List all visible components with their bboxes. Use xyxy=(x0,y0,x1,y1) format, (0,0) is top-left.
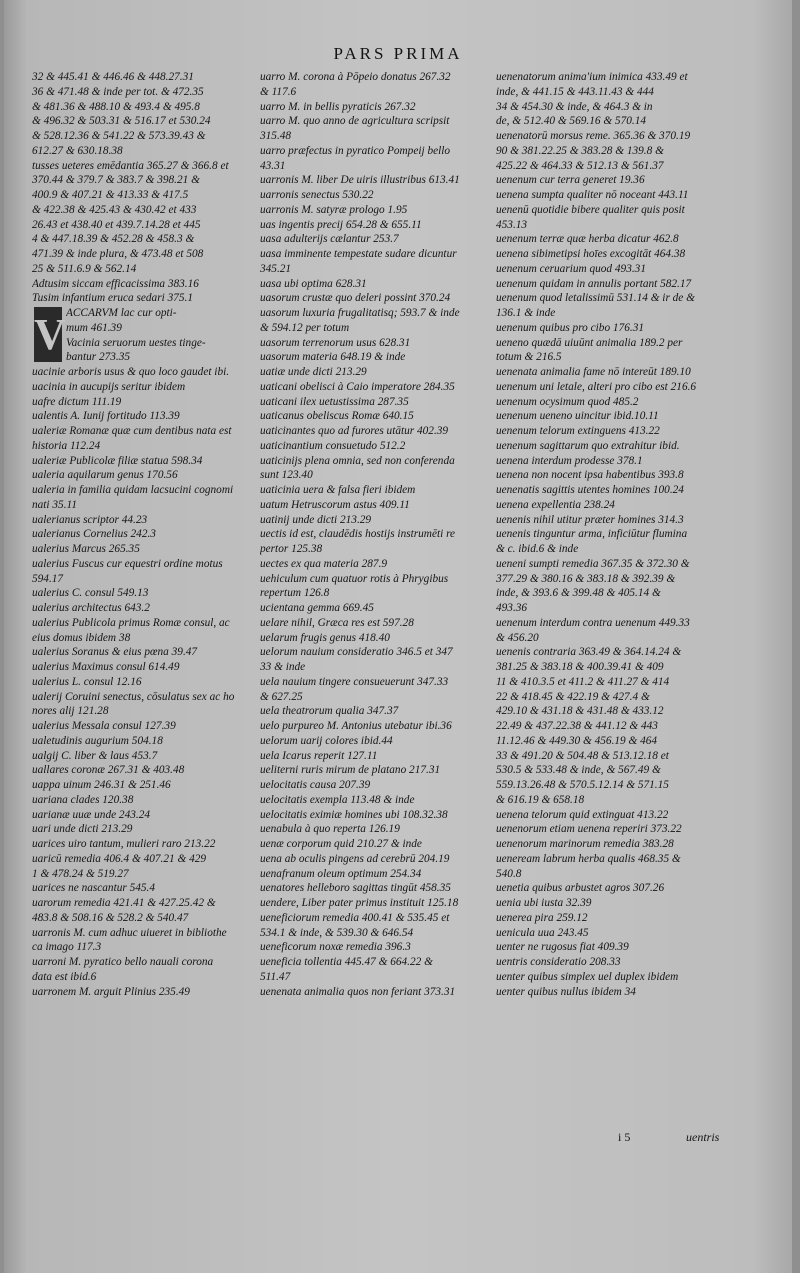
index-entry-line: ualerius L. consul 12.16 xyxy=(32,675,142,688)
index-entry-line: 559.13.26.48 & 570.5.12.14 & 571.15 xyxy=(496,779,669,791)
index-entry-line: uarronis senectus 530.22 xyxy=(260,189,374,201)
index-entry-line: mum 461.39 xyxy=(66,321,122,334)
index-entry-line: ualerius Marcus 265.35 xyxy=(32,543,140,555)
index-entry-line: ualeriæ Publicolæ filiæ statua 598.34 xyxy=(32,454,203,467)
index-entry-line: 32 & 445.41 & 446.46 & 448.27.31 xyxy=(32,71,194,83)
index-entry-line: uenenorum marinorum remedia 383.28 xyxy=(496,838,674,850)
index-entry-line: uenenis nihil utitur præter homines 314.3 xyxy=(496,513,684,526)
index-entry-line: 11 & 410.3.5 et 411.2 & 411.27 & 414 xyxy=(496,675,670,688)
index-entry-line: uenena non nocent ipsa habentibus 393.8 xyxy=(496,469,684,482)
index-entry-line: uenenum cur terra generet 19.36 xyxy=(496,174,645,187)
index-entry-line: uenenum sagittarum quo extrahitur ibid. xyxy=(496,439,680,452)
index-entry-line: uasorum materia 648.19 & inde xyxy=(260,351,406,364)
index-entry-line: uari unde dicti 213.29 xyxy=(32,823,133,836)
index-entry-line: 381.25 & 383.18 & 400.39.41 & 409 xyxy=(496,661,664,673)
index-entry-line: uasorum luxuria frugalitatisq; 593.7 & inde xyxy=(260,307,460,319)
index-entry-line: uenter ne rugosus fiat 409.39 xyxy=(496,941,629,954)
index-entry-line: uelarum frugis genus 418.40 xyxy=(260,631,390,644)
index-entry-line: uasorum terrenorum usus 628.31 xyxy=(260,336,411,349)
index-column-1 xyxy=(32,70,270,999)
index-entry-line: 612.27 & 630.18.38 xyxy=(32,144,123,157)
index-entry-line: ualetudinis augurium 504.18 xyxy=(32,734,163,747)
index-entry-line: 25 & 511.6.9 & 562.14 xyxy=(32,262,137,275)
index-entry-line: ualerius C. consul 549.13 xyxy=(32,587,149,600)
index-entry-line: uasorum crustæ quo deleri possint 370.24 xyxy=(260,292,451,305)
index-entry-line: uacinia in aucupijs seritur ibidem xyxy=(32,380,186,393)
index-entry-line: ualeriæ Romanæ quæ cum dentibus nata est xyxy=(32,425,232,437)
index-entry-line: uarronem M. arguit Plinius 235.49 xyxy=(32,985,190,998)
index-entry-line: uentris consideratio 208.33 xyxy=(496,956,621,968)
index-column-2 xyxy=(260,70,498,999)
index-entry-line: uarices ne nascantur 545.4 xyxy=(32,882,155,895)
index-entry-line: uatiæ unde dicti 213.29 xyxy=(260,366,367,378)
index-entry-line: uena ab oculis pingens ad cerebrū 204.19 xyxy=(260,852,450,865)
index-column-3 xyxy=(496,70,734,999)
index-entry-line: eius domus ibidem 38 xyxy=(32,631,131,644)
index-entry-line: ueneni sumpti remedia 367.35 & 372.30 & xyxy=(496,557,690,570)
index-entry-line: & 422.38 & 425.43 & 430.42 et 433 xyxy=(32,203,197,216)
index-entry-line: uenerea pira 259.12 xyxy=(496,911,588,924)
index-entry-line: uenenum uni letale, alteri pro cibo est 216.6 xyxy=(496,380,697,393)
index-entry-line: 370.44 & 379.7 & 383.7 & 398.21 & xyxy=(32,174,200,187)
index-entry-line: uenenata animalia quos non feriant 373.31 xyxy=(260,985,456,998)
index-entry-line: 540.8 xyxy=(496,867,522,880)
index-entry-line: uenæ corporum quid 210.27 & inde xyxy=(260,838,422,850)
index-entry-line: uela nauium tingere consueuerunt 347.33 xyxy=(260,675,449,688)
index-entry-line: data est ibid.6 xyxy=(32,970,97,983)
index-entry-line: uenenis contraria 363.49 & 364.14.24 & xyxy=(496,646,682,659)
index-entry-line: 429.10 & 431.18 & 431.48 & 433.12 xyxy=(496,705,664,718)
index-entry-line: uarianæ uuæ unde 243.24 xyxy=(32,808,150,821)
index-entry-line: uarronis M. cum adhuc uiueret in bibliothe xyxy=(32,926,227,939)
index-entry-line: uenetia quibus arbustet agros 307.26 xyxy=(496,882,665,895)
index-entry-line: uarroni M. pyratico bello nauali corona xyxy=(32,956,214,968)
index-entry-line: & 616.19 & 658.18 xyxy=(496,793,585,806)
index-entry-line: & 481.36 & 488.10 & 493.4 & 495.8 xyxy=(32,100,200,113)
index-entry-line: & 117.6 xyxy=(260,85,297,98)
index-entry-line: uenenum ueneno uincitur ibid.10.11 xyxy=(496,410,659,423)
index-entry-line: de, & 512.40 & 569.16 & 570.14 xyxy=(496,115,646,128)
index-entry-line: uenenata animalia fame nō intereūt 189.10 xyxy=(496,366,691,378)
index-entry-line: uarro præfectus in pyratico Pompeij bello xyxy=(260,144,451,157)
index-entry-line: uacinie arboris usus & quo loco gaudet ibi. xyxy=(32,366,230,378)
index-entry-line: & c. ibid.6 & inde xyxy=(496,543,579,555)
index-entry-line: & 627.25 xyxy=(260,690,303,703)
index-entry-line: uenafranum oleum optimum 254.34 xyxy=(260,867,422,880)
index-entry-line: uenatores helleboro sagittas tingūt 458.35 xyxy=(260,882,451,895)
index-entry-line: uenena sumpta qualiter nō noceant 443.11 xyxy=(496,189,689,201)
index-entry-line: uendere, Liber pater primus instituit 125.18 xyxy=(260,897,459,909)
index-entry-line: 377.29 & 380.16 & 383.18 & 392.39 & xyxy=(496,572,676,585)
index-entry-line: ualerius Messala consul 127.39 xyxy=(32,720,176,732)
index-entry-line: ualerius Fuscus cur equestri ordine motus xyxy=(32,557,223,570)
index-entry-line: uenenatis sagittis utentes homines 100.24 xyxy=(496,484,684,496)
index-entry-line: & 456.20 xyxy=(496,631,539,644)
index-entry-line: 400.9 & 407.21 & 413.33 & 417.5 xyxy=(32,189,189,201)
index-entry-line: uarorum remedia 421.41 & 427.25.42 & xyxy=(32,897,216,909)
index-entry-line: 453.13 xyxy=(496,218,528,231)
index-entry-line: nores alij 121.28 xyxy=(32,705,109,718)
index-entry-line: uatinij unde dicti 213.29 xyxy=(260,513,372,526)
index-entry-line: uarronis M. liber De uiris illustribus 613.41 xyxy=(260,174,460,187)
index-entry-line: ualerianus Cornelius 242.3 xyxy=(32,528,156,541)
index-entry-line: uenenis tinguntur arma, inficiūtur flumina xyxy=(496,528,688,541)
index-entry-line: uaticinantium consuetudo 512.2 xyxy=(260,439,406,452)
entries-after-initial xyxy=(32,365,270,999)
index-entry-line: uenenum telorum extinguens 413.22 xyxy=(496,425,660,437)
index-entry-line: uelo purpureo M. Antonius utebatur ibi.36 xyxy=(260,720,452,732)
index-entry-line: uenenum terræ quæ herba dicatur 462.8 xyxy=(496,233,679,246)
index-entry-line: uaticani obelisci à Caio imperatore 284.35 xyxy=(260,380,455,393)
initial-entries xyxy=(66,306,266,365)
index-entry-line: tusses ueteres emēdantia 365.27 & 366.8 et xyxy=(32,159,229,172)
index-entry-line: inde, & 393.6 & 399.48 & 405.14 & xyxy=(496,587,661,600)
index-entry-line: ualerius architectus 643.2 xyxy=(32,602,150,614)
index-entry-line: uenia ubi iusta 32.39 xyxy=(496,897,592,909)
index-entry-line: uectes ex qua materia 287.9 xyxy=(260,557,388,570)
index-entry-line: 471.39 & inde plura, & 473.48 et 508 xyxy=(32,248,204,260)
index-entry-line: 33 & inde xyxy=(260,661,306,673)
index-entry-line: 1 & 478.24 & 519.27 xyxy=(32,867,129,880)
index-entry-line: uenenū quotidie bibere qualiter quis posit xyxy=(496,203,685,216)
index-entry-line: uallares coronæ 267.31 & 403.48 xyxy=(32,764,185,777)
index-entry-line: uenter quibus simplex uel duplex ibidem xyxy=(496,970,679,983)
index-entry-line: 43.31 xyxy=(260,159,286,172)
index-entry-line: uela theatrorum qualia 347.37 xyxy=(260,705,399,718)
decorated-initial-v: V xyxy=(34,307,62,362)
index-entry-line: ueneream labrum herba qualis 468.35 & xyxy=(496,852,681,865)
index-entry-line: sunt 123.40 xyxy=(260,469,313,482)
index-entry-line: uenicula uua 243.45 xyxy=(496,926,589,939)
index-entry-line: uehiculum cum quatuor rotis à Phrygibus xyxy=(260,572,449,585)
index-entry-line: ualentis A. Iunij fortitudo 113.39 xyxy=(32,410,180,423)
index-entry-line: uelocitatis causa 207.39 xyxy=(260,779,371,791)
index-entry-line: ualeria aquilarum genus 170.56 xyxy=(32,469,178,482)
index-entry-line: ualgij C. liber & laus 453.7 xyxy=(32,749,158,762)
index-entry-line: uaricū remedia 406.4 & 407.21 & 429 xyxy=(32,852,207,865)
index-entry-line: uenena sibimetipsi hoīes excogitāt 464.38 xyxy=(496,248,686,260)
initial-block xyxy=(32,306,270,365)
index-entry-line: uenenorum etiam uenena reperiri 373.22 xyxy=(496,823,682,836)
index-entry-line: Tusim infantium eruca sedari 375.1 xyxy=(32,292,193,305)
index-entry-line: 36 & 471.48 & inde per tot. & 472.35 xyxy=(32,85,204,98)
index-entry-line: ualerij Coruini senectus, cōsulatus sex ac ho xyxy=(32,690,235,703)
index-entry-line: uenena expellentia 238.24 xyxy=(496,498,615,511)
index-entry-line: Vacinia seruorum uestes tinge- xyxy=(66,336,206,349)
signature-mark: i 5 xyxy=(618,1130,631,1144)
index-entry-line: uarro M. quo anno de agricultura scripsit xyxy=(260,115,450,128)
index-entry-line: ualerius Maximus consul 614.49 xyxy=(32,661,180,673)
index-entry-line: uarro M. corona à Pōpeio donatus 267.32 xyxy=(260,71,451,83)
index-entry-line: 483.8 & 508.16 & 528.2 & 540.47 xyxy=(32,911,189,924)
index-entry-line: repertum 126.8 xyxy=(260,587,330,600)
book-page xyxy=(4,0,792,1273)
index-entry-line: uatum Hetruscorum astus 409.11 xyxy=(260,498,410,511)
index-entry-line: 22.49 & 437.22.38 & 441.12 & 443 xyxy=(496,720,658,732)
running-head: PARS PRIMA xyxy=(333,44,463,63)
index-entry-line: & 594.12 per totum xyxy=(260,321,350,334)
index-entry-line: ucientana gemma 669.45 xyxy=(260,602,374,614)
index-entry-line: uenenum quidam in annulis portant 582.17 xyxy=(496,277,692,290)
index-entry-line: 26.43 et 438.40 et 439.7.14.28 et 445 xyxy=(32,218,201,231)
index-entry-line: 136.1 & inde xyxy=(496,307,556,319)
index-entry-line: ACCARVM lac cur opti- xyxy=(66,307,177,319)
index-entry-line: uenenum quibus pro cibo 176.31 xyxy=(496,321,644,334)
index-entry-line: uenena telorum quid extinguat 413.22 xyxy=(496,808,669,821)
index-entry-line: uelare nihil, Græca res est 597.28 xyxy=(260,616,414,629)
index-entry-line: 34 & 454.30 & inde, & 464.3 & in xyxy=(496,100,653,113)
index-entry-line: uenabula à quo reperta 126.19 xyxy=(260,823,400,836)
index-entry-line: uarices uiro tantum, mulieri raro 213.22 xyxy=(32,838,216,850)
index-entry-line: uenenatorū morsus reme. 365.36 & 370.19 xyxy=(496,130,691,142)
index-entry-line: uelocitatis exempla 113.48 & inde xyxy=(260,793,415,806)
index-entry-line: uenenum ocysimum quod 485.2 xyxy=(496,395,639,408)
index-entry-line: uela Icarus reperit 127.11 xyxy=(260,749,378,762)
index-entry-line: uenena interdum prodesse 378.1 xyxy=(496,454,643,467)
index-entry-line: uasa ubi optima 628.31 xyxy=(260,277,367,290)
index-entry-line: 530.5 & 533.48 & inde, & 567.49 & xyxy=(496,764,661,777)
index-entry-line: Adtusim siccam efficacissima 383.16 xyxy=(32,277,199,290)
index-entry-line: 315.48 xyxy=(260,130,292,142)
index-entry-line: 345.21 xyxy=(260,262,292,275)
index-entry-line: ualerius Soranus & eius pœna 39.47 xyxy=(32,646,198,659)
index-entry-line: uasa adulterijs cælantur 253.7 xyxy=(260,233,399,246)
index-entry-line: 511.47 xyxy=(260,970,291,983)
index-entry-line: nati 35.11 xyxy=(32,498,77,511)
index-entry-line: ueliterni ruris mirum de platano 217.31 xyxy=(260,764,441,777)
index-entry-line: uelocitatis eximiæ homines ubi 108.32.38 xyxy=(260,808,448,821)
index-entry-line: uas ingentis precij 654.28 & 655.11 xyxy=(260,218,422,231)
index-entry-line: uelorum nauium consideratio 346.5 et 347 xyxy=(260,646,453,659)
index-entry-line: 425.22 & 464.33 & 512.13 & 561.37 xyxy=(496,159,664,172)
index-entry-line: inde, & 441.15 & 443.11.43 & 444 xyxy=(496,85,654,98)
index-entry-line: uenenatorum anima'ium inimica 433.49 et xyxy=(496,71,688,83)
index-entry-line: uaticinijs plena omnia, sed non conferenda xyxy=(260,454,455,467)
index-entry-line: ueneficia tollentia 445.47 & 664.22 & xyxy=(260,956,433,968)
index-entry-line: pertor 125.38 xyxy=(260,543,323,555)
index-entry-line: ualeria in familia quidam lacsucini cognomi xyxy=(32,484,234,496)
index-entry-line: historia 112.24 xyxy=(32,439,101,452)
index-entry-line: uasa imminente tempestate sudare dicuntur xyxy=(260,248,457,260)
index-entry-line: 33 & 491.20 & 504.48 & 513.12.18 et xyxy=(496,749,669,762)
index-entry-line: 22 & 418.45 & 422.19 & 427.4 & xyxy=(496,690,650,703)
index-entry-line: ca imago 117.3 xyxy=(32,941,102,954)
index-entry-line: totum & 216.5 xyxy=(496,351,562,364)
index-entry-line: uarronis M. satyræ prologo 1.95 xyxy=(260,203,408,216)
index-entry-line: uariana clades 120.38 xyxy=(32,793,134,806)
index-entry-line: uenenum ceruarium quod 493.31 xyxy=(496,262,646,275)
index-entry-line: 90 & 381.22.25 & 383.28 & 139.8 & xyxy=(496,144,664,157)
index-entry-line: uenenum quod letalissimū 531.14 & ir de & xyxy=(496,292,695,305)
index-entry-line: & 496.32 & 503.31 & 516.17 et 530.24 xyxy=(32,115,211,128)
index-entry-line: uaticanus obeliscus Romæ 640.15 xyxy=(260,410,414,423)
index-entry-line: uafre dictum 111.19 xyxy=(32,395,122,408)
index-entry-line: uectis id est, claudēdis hostijs instrumēti re xyxy=(260,528,456,541)
index-entry-line: ualerianus scriptor 44.23 xyxy=(32,513,148,526)
index-entry-line: ueneficiorum remedia 400.41 & 535.45 et xyxy=(260,911,450,924)
entries-before-initial xyxy=(32,70,270,306)
index-entry-line: 4 & 447.18.39 & 452.28 & 458.3 & xyxy=(32,233,195,246)
index-entry-line: bantur 273.35 xyxy=(66,351,131,364)
index-entry-line: ueneno quædā uiuūnt animalia 189.2 per xyxy=(496,336,683,349)
index-entry-line: uenter quibus nullus ibidem 34 xyxy=(496,985,636,998)
index-entry-line: uarro M. in bellis pyraticis 267.32 xyxy=(260,100,416,113)
index-entry-line: uaticinia uera & falsa fieri ibidem xyxy=(260,484,416,496)
index-entry-line: 493.36 xyxy=(496,602,528,614)
index-entry-line: uenenum interdum contra uenenum 449.33 xyxy=(496,616,690,629)
index-entry-line: uaticinantes quo ad furores utātur 402.39 xyxy=(260,425,449,437)
index-entry-line: 534.1 & inde, & 539.30 & 646.54 xyxy=(260,926,414,939)
catchword: uentris xyxy=(686,1130,720,1144)
index-entry-line: uelorum uarij colores ibid.44 xyxy=(260,734,393,747)
index-entry-line: uappa uinum 246.31 & 251.46 xyxy=(32,779,171,791)
index-entry-line: uaticani ilex uetustissima 287.35 xyxy=(260,395,409,408)
index-entry-line: ualerius Publicola primus Romæ consul, ac xyxy=(32,616,230,629)
index-entry-line: ueneficorum noxæ remedia 396.3 xyxy=(260,941,411,954)
index-entry-line: 594.17 xyxy=(32,572,64,585)
index-entry-line: & 528.12.36 & 541.22 & 573.39.43 & xyxy=(32,130,206,142)
index-entry-line: 11.12.46 & 449.30 & 456.19 & 464 xyxy=(496,734,658,747)
